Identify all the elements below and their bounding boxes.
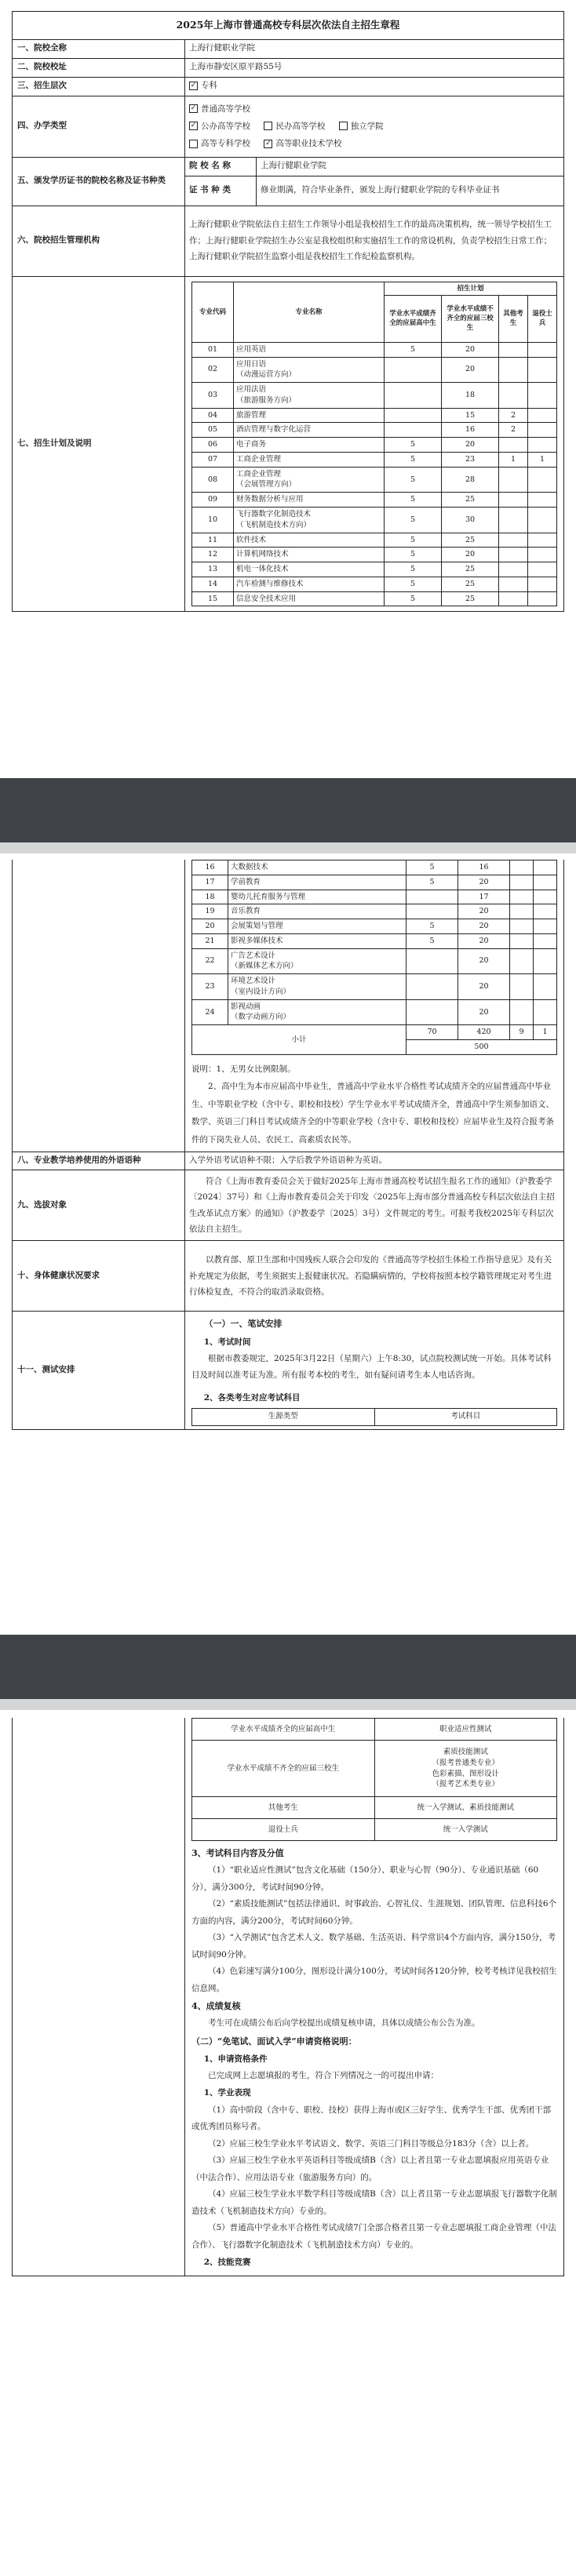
subject-rows [192,1719,557,1841]
plan-header-code: 专业代码 [192,282,234,342]
checkbox-checked-icon: ✓ [190,122,197,130]
plan-cell-a: 5 [385,452,442,467]
plan-cell-b: 20 [458,919,510,934]
plan-row [192,860,557,875]
test-cell-continued [185,1718,564,2276]
checkbox-checked-icon: ✓ [265,139,272,147]
plan-cell-name: 环境艺术设计 （室内设计方向） [228,974,406,1000]
plan-cell-name: 工商企业管理 （会展管理方向） [234,467,385,493]
subject-header-subject: 考试科目 [374,1408,557,1425]
content-item: （1）“职业适应性测试”包含文化基础（150分）、职业与心智（90分）、专业通识基础（60分），满分300分，考试时间90分钟。 [191,1865,539,1892]
plan-cell-c: 2 [499,423,528,438]
plan-cell-name: 旅游管理 [234,408,385,423]
plan-rows-page-1 [192,342,557,606]
plan-cell-d [534,974,557,1000]
plan-cell-name: 影视动画 （数字动画方向） [228,999,406,1025]
plan-cell-d [528,577,557,591]
subject-cell-type: 学业水平成绩齐全的应届高中生 [192,1719,375,1741]
plan-cell-a [385,383,442,409]
subject-row [192,1819,557,1841]
plan-cell-c [499,467,528,493]
plan-cell-d [534,860,557,875]
plan-cell-name: 机电一体化技术 [234,562,385,577]
label-institution-name: 一、院校全称 [13,39,185,58]
plan-cell-d [534,904,557,919]
type-option: 独立学院 [350,121,384,131]
plan-row [192,948,557,974]
label-eligibility: 九、选拔对象 [13,1170,185,1241]
plan-cell-name: 广告艺术设计 （新媒体艺术方向） [228,948,406,974]
plan-row [192,933,557,948]
plan-cell-a: 5 [385,562,442,577]
academic-item: （5）普通高中学业水平合格性考试成绩7门全部合格者且第一专业志愿填报工商企业管理（中法合作）、飞行器数字化制造技术（飞机制造技术方向）专业的。 [191,2223,556,2250]
plan-cell-c [499,533,528,548]
plan-cell-a: 5 [385,548,442,562]
plan-cell-d [528,357,557,383]
value-level [185,77,564,96]
qualification-heading: 1、申请资格条件 [203,2054,268,2064]
academic-item: （1）高中阶段（含中专、职校、技校）获得上海市或区三好学生、优秀学生干部、优秀团干部或优秀团员称号者。 [191,2105,552,2132]
plan-cell-a [406,890,458,904]
checkbox-checked-icon: ✓ [190,81,197,89]
qualification-text: 已完成网上志愿填报的考生，符合下列情况之一的可提出申请： [208,2070,439,2080]
plan-cell-c [499,562,528,577]
label-address: 二、院校校址 [13,58,185,77]
plan-header-c3: 其他考生 [499,295,528,342]
checkbox-empty-icon [339,122,348,130]
plan-cell-a [406,948,458,974]
plan-row [192,452,557,467]
plan-subtotal-d: 1 [534,1025,557,1040]
type-option: 普通高等学校 [201,104,250,114]
test-heading-1: （一）一、笔试安排 [204,1319,283,1330]
plan-cell-a: 5 [385,533,442,548]
plan-cell-name: 学前教育 [228,875,406,890]
plan-row [192,919,557,934]
plan-rows-page-2 [192,860,557,1025]
plan-cell-code: 06 [192,438,234,453]
content-item: （3）“入学测试”包含艺术人文、数学基础、生活英语、科学常识4个方面内容，满分150分，考试时间90分钟。 [191,1933,556,1959]
plan-header-c2: 学业水平成绩不齐全的应届三校生 [442,295,499,342]
subject-cell-type: 其他考生 [192,1797,375,1819]
plan-cell-d [528,423,557,438]
value-eligibility: 符合《上海市教育委员会关于做好2025年上海市普通高校考试招生报名工作的通知》（沪教委学〔2024〕37号）和《上海市教育委员会关于印发〈2025年上海市部分普通高校专科层次依法自主招生改革试点方案〉的通知》（沪教委学〔2025〕3号）文件规定的考生。可报考我校2025年专科层次依法自主招生。 [185,1170,564,1241]
test-heading-2: 2、各类考生对应考试科目 [203,1392,301,1403]
plan-header-c4: 退役士兵 [528,295,557,342]
plan-row [192,408,557,423]
label-admission-office: 六、院校招生管理机构 [13,206,185,276]
plan-row [192,591,557,606]
plan-cell-b: 17 [458,890,510,904]
plan-cell-d [528,383,557,409]
plan-cell-d [528,533,557,548]
plan-cell-b: 20 [442,357,499,383]
plan-cell-code: 14 [192,577,234,591]
label-test-continued [13,1718,185,2276]
plan-cell-b: 20 [458,875,510,890]
plan-cell-code: 04 [192,408,234,423]
label-test: 十一、测试安排 [13,1312,185,1429]
plan-cell-a [406,999,458,1025]
subject-cell-subject: 素质技能测试 （报考普通类专业） 色彩素描、图形设计 （报考艺术类专业） [374,1741,557,1797]
plan-subtotal-c: 9 [510,1025,534,1040]
plan-cell-name: 影视多媒体技术 [228,933,406,948]
plan-cell-c [499,383,528,409]
checkbox-empty-icon [264,122,272,130]
value-issuer: 上海行健职业学院 [257,157,564,176]
plan-cell-name: 电子商务 [234,438,385,453]
plan-cell-code: 10 [192,508,234,533]
plan-cell-b: 20 [458,999,510,1025]
plan-row [192,999,557,1025]
plan-cell-c [499,357,528,383]
plan-cell-a [385,408,442,423]
plan-cell-name: 会展策划与管理 [228,919,406,934]
plan-cell-b: 20 [442,548,499,562]
plan-cell-name: 音乐教育 [228,904,406,919]
plan-cell-d [528,408,557,423]
plan-cell-a: 5 [406,875,458,890]
plan-cell-b: 20 [442,342,499,357]
value-test [185,1312,564,1429]
plan-cell-code: 05 [192,423,234,438]
test-time-text: 根据市教委规定，2025年3月22日（星期六）上午8:30，试点院校测试统一开始。具体考试科目及时间以准考证为准。所有报考本校的考生，如有疑问请考生本人电话咨询。 [191,1353,552,1381]
plan-cell-code: 07 [192,452,234,467]
plan-cell-b: 28 [442,467,499,493]
subject-row [192,1719,557,1741]
plan-cell-c [510,999,534,1025]
review-text: 考生可在成绩公布后向学校提出成绩复核申请，具体以成绩公布公告为准。 [208,2018,480,2028]
plan-cell-name: 应用英语 [234,342,385,357]
plan-cell-b: 16 [442,423,499,438]
plan-cell-code: 12 [192,548,234,562]
plan-cell-code: 09 [192,493,234,508]
plan-cell-b: 20 [458,933,510,948]
charter-table-continued-2 [12,1718,564,2276]
plan-cell-c [499,508,528,533]
subject-cell-subject: 统一入学测试、素质技能测试 [374,1797,557,1819]
plan-row [192,423,557,438]
label-certificate [13,157,185,206]
plan-cell-c: 1 [499,452,528,467]
plan-row [192,974,557,1000]
page-1 [0,0,576,778]
plan-cell-a: 5 [385,493,442,508]
subject-row [192,1797,557,1819]
plan-cell-name: 婴幼儿托育服务与管理 [228,890,406,904]
plan-cell-a [406,904,458,919]
plan-cell-c [499,493,528,508]
plan-cell-name: 计算机网络技术 [234,548,385,562]
plan-cell-a: 5 [406,933,458,948]
plan-cell-c [510,974,534,1000]
plan-cell-c [510,875,534,890]
plan-cell-code: 23 [192,974,228,1000]
sub-label-issuer: 院 校 名 称 [185,157,257,176]
label-foreign-language: 八、专业教学培养使用的外语语种 [13,1152,185,1170]
plan-cell-code: 24 [192,999,228,1025]
plan-total: 500 [406,1039,557,1054]
enrollment-plan-table-continued [191,860,557,1055]
subject-cell-type: 学业水平成绩不齐全的应届三校生 [192,1741,375,1797]
plan-cell-code: 22 [192,948,228,974]
content-heading: 3、考试科目内容及分值 [191,1848,284,1858]
value-address: 上海市静安区原平路55号 [185,58,564,77]
plan-cell-b: 16 [458,860,510,875]
value-school-type [185,96,564,157]
plan-note-2: 2、高中生为本市应届高中毕业生，普通高中学业水平合格性考试成绩齐全的应届普通高中毕业生、中等职业学校（含中专、职校和技校）学生学业水平考试成绩齐全，普通高中学生须参加语文、数学、英语三门科目考试成绩齐全的中等职业学校（含中专、职校和技校）应届毕业生及符合报考条件的下岗失业人员、农民工、高素质农民等。 [191,1082,554,1144]
academic-item: （3）应届三校生学业水平英语科目等级成绩B（含）以上者且第一专业志愿填报应用英语专业（中法合作）、应用法语专业（旅游服务方向）的。 [191,2156,549,2182]
plan-cell-b: 25 [442,533,499,548]
subject-row [192,1741,557,1797]
plan-cell-a: 5 [385,591,442,606]
sub-label-cert-type: 证 书 种 类 [185,176,257,206]
plan-cell-code: 11 [192,533,234,548]
plan-cell-a: 5 [385,467,442,493]
plan-cell-b: 20 [458,904,510,919]
plan-cell-a: 5 [406,919,458,934]
plan-cell-b: 20 [458,948,510,974]
plan-cell-name: 软件技术 [234,533,385,548]
plan-cell-code: 19 [192,904,228,919]
plan-cell-name: 财务数据分析与应用 [234,493,385,508]
plan-cell-code: 02 [192,357,234,383]
plan-cell-d: 1 [528,452,557,467]
plan-cell-code: 03 [192,383,234,409]
plan-cell-b: 18 [442,383,499,409]
enrollment-plan-cell [185,276,564,612]
plan-row [192,342,557,357]
level-option: 专科 [201,81,217,91]
plan-cell-code: 13 [192,562,234,577]
plan-subtotal-a: 70 [406,1025,458,1040]
subject-header-type: 生源类型 [192,1408,375,1425]
exemption-heading: （二）“免笔试、面试入学”申请资格说明： [191,2036,357,2047]
content-item: （4）色彩速写满分100分，图形设计满分100分，考试时间各120分钟，校考考核详见我校招生信息网。 [191,1967,557,1993]
plan-cell-c [510,919,534,934]
plan-cell-a: 5 [385,438,442,453]
label-level: 三、招生层次 [13,77,185,96]
plan-cell-b: 15 [442,408,499,423]
type-option: 高等专科学校 [201,139,250,149]
plan-cell-d [528,342,557,357]
plan-cell-name: 酒店管理与数字化运营 [234,423,385,438]
plan-cell-c [499,577,528,591]
plan-cell-code: 21 [192,933,228,948]
test-heading-1a: 1、考试时间 [203,1337,251,1347]
plan-cell-code: 01 [192,342,234,357]
plan-row [192,383,557,409]
plan-cell-name: 汽车检测与维修技术 [234,577,385,591]
plan-cell-a: 5 [385,577,442,591]
review-heading: 4、成绩复核 [191,2001,241,2012]
plan-cell-a [385,357,442,383]
plan-header-name: 专业名称 [234,282,385,342]
plan-row [192,493,557,508]
value-cert-type: 修业期满，符合毕业条件，颁发上海行健职业学院的专科毕业证书 [257,176,564,206]
subject-cell-type: 退役士兵 [192,1819,375,1841]
enrollment-plan-cell-continued [185,860,564,1152]
plan-cell-d [528,548,557,562]
plan-row [192,548,557,562]
subject-table [191,1718,557,1841]
plan-row [192,533,557,548]
label-plan-continued [13,860,185,1152]
plan-cell-name: 应用日语 （动漫运营方向） [234,357,385,383]
value-admission-office: 上海行健职业学院依法自主招生工作领导小组是我校招生工作的最高决策机构，统一领导学校招生工作；上海行健职业学院招生办公室是我校组织和实施招生工作的常设机构，负责学校招生日常工作；上海行健职业学院招生监察小组是我校招生工作纪检监察机构。 [185,206,564,276]
page-gap [0,778,576,853]
checkbox-empty-icon [189,140,198,148]
value-health: 以教育部、原卫生部和中国残疾人联合会印发的《普通高等学校招生体检工作指导意见》及有关补充规定为依据，考生须据实上报健康状况。若隐瞒病情的，学校将按照本校学籍管理规定对考生进行体检复查，不符合的取消录取资格。 [185,1241,564,1312]
plan-cell-c [510,904,534,919]
subject-cell-subject: 统一入学测试 [374,1819,557,1841]
plan-cell-b: 20 [458,974,510,1000]
plan-cell-d [528,562,557,577]
plan-header-group: 招生计划 [385,282,557,295]
plan-cell-d [534,919,557,934]
plan-cell-d [534,875,557,890]
plan-cell-d [528,508,557,533]
plan-cell-d [528,438,557,453]
plan-cell-name: 飞行器数字化制造技术 （飞机制造技术方向） [234,508,385,533]
plan-cell-code: 08 [192,467,234,493]
plan-cell-d [528,493,557,508]
plan-row [192,562,557,577]
label-health: 十、身体健康状况要求 [13,1241,185,1312]
type-option: 高等职业技术学校 [275,139,342,149]
plan-cell-a [406,974,458,1000]
plan-cell-code: 20 [192,919,228,934]
plan-cell-code: 15 [192,591,234,606]
plan-cell-a [385,423,442,438]
plan-cell-d [528,591,557,606]
plan-cell-b: 25 [442,493,499,508]
plan-cell-c [510,933,534,948]
plan-cell-name: 应用法语 （旅游服务方向） [234,383,385,409]
plan-cell-d [534,999,557,1025]
plan-header-c1: 学业水平成绩齐全的应届高中生 [385,295,442,342]
page-gap [0,1635,576,1710]
plan-cell-d [534,890,557,904]
subject-cell-subject: 职业适应性测试 [374,1719,557,1741]
content-item: （2）“素质技能测试”包括法律通识、时事政治、心智礼仪、生涯规划、团队管理、信息科技6个方面的内容，满分200分，考试时间60分钟。 [191,1899,557,1926]
plan-row [192,438,557,453]
plan-row [192,467,557,493]
plan-subtotal-b: 420 [458,1025,510,1040]
plan-cell-a: 5 [406,860,458,875]
plan-cell-name: 大数据技术 [228,860,406,875]
plan-cell-code: 17 [192,875,228,890]
subject-table-head [191,1408,557,1426]
charter-table [12,11,564,612]
plan-subtotal-label: 小计 [192,1025,406,1055]
plan-cell-c [510,860,534,875]
plan-cell-d [534,948,557,974]
academic-item: （4）应届三校生学业水平数学科目等级成绩B（含）以上者且第一专业志愿填报飞行器数字化制造技术（飞机制造技术方向）专业的。 [191,2189,557,2216]
plan-row [192,357,557,383]
plan-row [192,904,557,919]
enrollment-plan-table [191,282,557,607]
plan-cell-c [499,548,528,562]
plan-cell-c [499,438,528,453]
plan-cell-c: 2 [499,408,528,423]
plan-row [192,875,557,890]
plan-cell-b: 23 [442,452,499,467]
plan-cell-name: 信息安全技术应用 [234,591,385,606]
plan-cell-c [510,948,534,974]
plan-cell-c [499,591,528,606]
plan-row [192,508,557,533]
page-3 [0,1710,576,2576]
type-option: 公办高等学校 [201,121,250,131]
plan-cell-d [534,933,557,948]
plan-cell-a: 5 [385,508,442,533]
plan-cell-b: 25 [442,562,499,577]
plan-cell-b: 20 [442,438,499,453]
certificate-label-text: 五、颁发学历证书的院校名称及证书种类 [17,176,166,186]
type-option: 民办高等学校 [275,121,326,131]
value-foreign-language: 入学外语考试语种不限；入学后教学外语语种为英语。 [185,1152,564,1170]
plan-cell-name: 工商企业管理 [234,452,385,467]
plan-cell-a: 5 [385,342,442,357]
plan-cell-b: 30 [442,508,499,533]
plan-cell-code: 16 [192,860,228,875]
value-institution-name: 上海行健职业学院 [185,39,564,58]
plan-row [192,577,557,591]
plan-cell-b: 25 [442,591,499,606]
plan-cell-b: 25 [442,577,499,591]
plan-cell-c [499,342,528,357]
checkbox-checked-icon: ✓ [190,104,197,113]
plan-cell-code: 18 [192,890,228,904]
plan-cell-c [510,890,534,904]
label-enrollment-plan: 七、招生计划及说明 [13,276,185,612]
academic-heading: 1、学业表现 [203,2088,251,2098]
page-2 [0,853,576,1635]
academic-item: （2）应届三校生学业水平考试语文、数学、英语三门科目等级总分183分（含）以上者。 [208,2138,534,2148]
competition-heading: 2、技能竞赛 [203,2258,251,2268]
document-title: 2025年上海市普通高校专科层次依法自主招生章程 [13,12,564,40]
plan-cell-d [528,467,557,493]
label-school-type: 四、办学类型 [13,96,185,157]
charter-table-continued [12,860,564,1430]
plan-row [192,890,557,904]
plan-note-1: 说明：1、无男女比例限制。 [191,1064,296,1074]
